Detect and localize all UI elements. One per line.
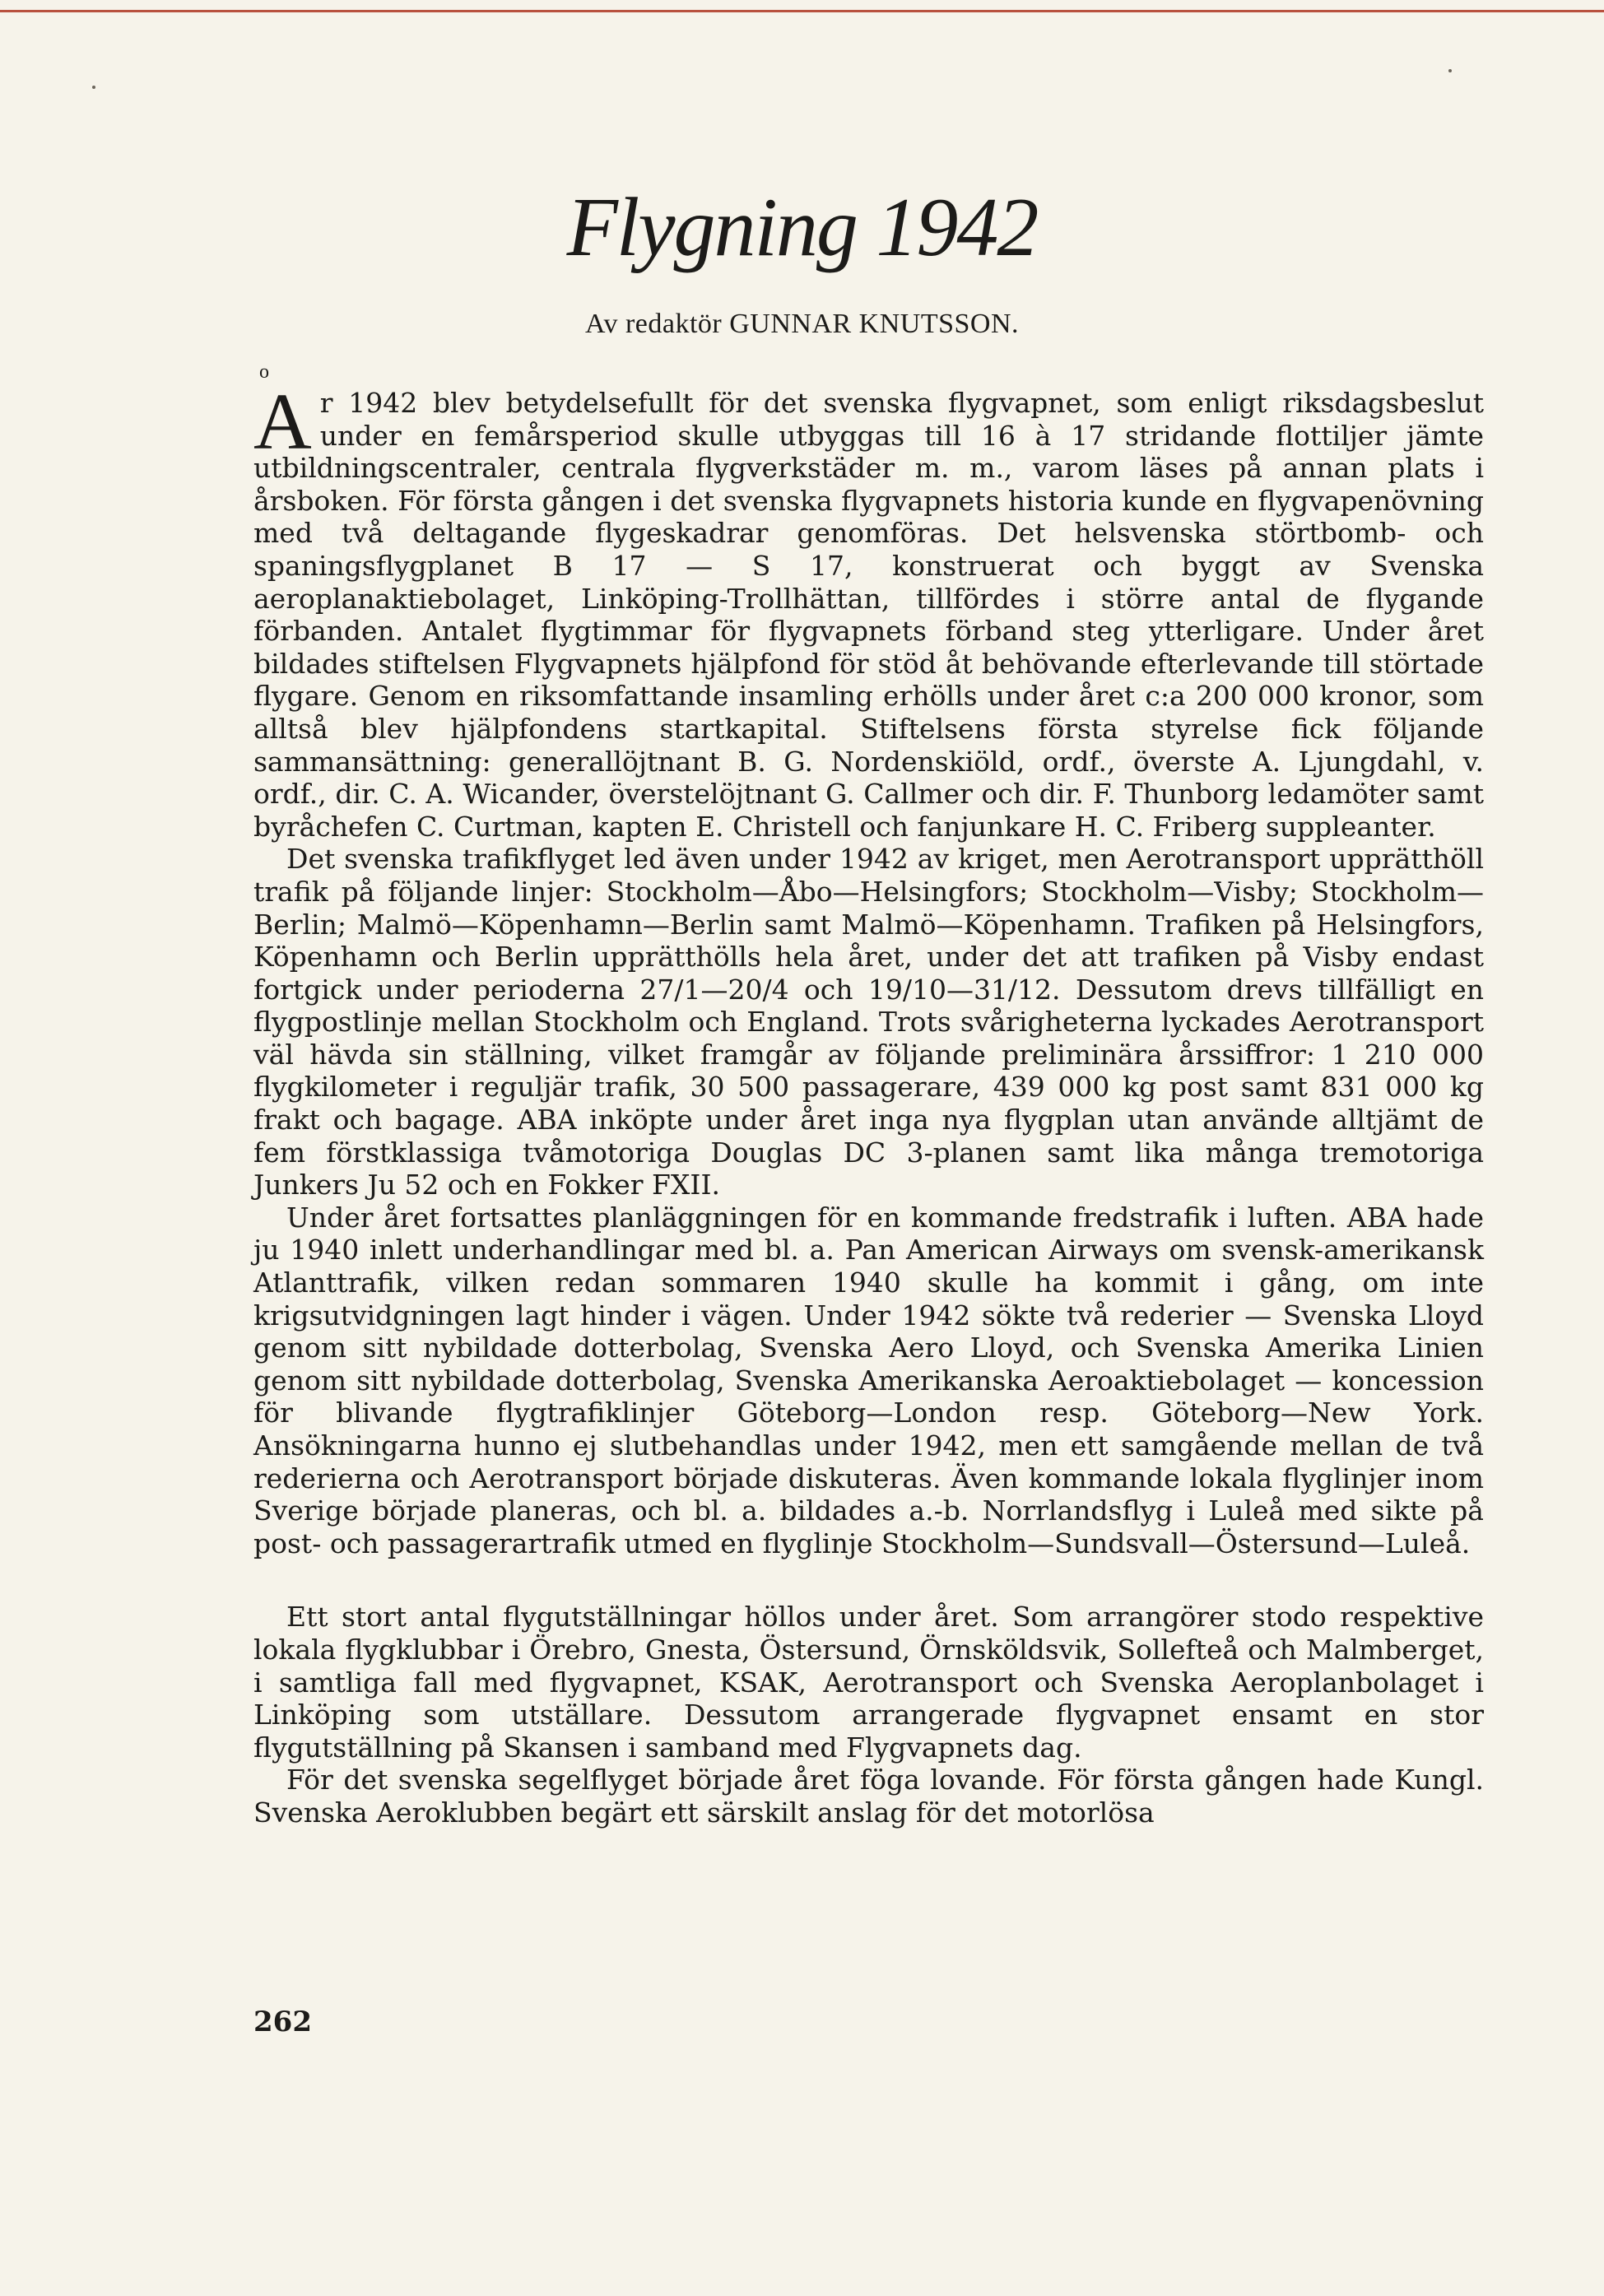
paragraph-gliding: För det svenska segelflyget började året föga lovande. För första gången hade Kungl. Svenska Aeroklubben begärt ett särskilt anslag för det motorlösa [253, 1764, 1484, 1829]
drop-cap [253, 361, 312, 467]
page-number: 262 [253, 2006, 312, 2038]
paper-speck [1448, 69, 1452, 72]
paragraph-exhibitions: Ett stort antal flygutställningar höllos under året. Som arrangörer stodo respektive lokala flygklubbar i Örebro, Gnesta, Östersund, Örnsköldsvik, Sollefteå och Malmberget, i samtliga fall med flygvapnet, KSAK, Aerotransport och Svenska Aeroplanbolaget i Linköping som utställare. Dessutom arrangerade flygvapnet ensamt en stor flygutställning på Skansen i samband med Flygvapnets dag. [253, 1601, 1484, 1764]
drop-cap-ring: o [259, 361, 269, 383]
drop-cap-letter: A [253, 378, 312, 467]
paragraph-intro [253, 361, 1484, 843]
article-byline: Av redaktör GUNNAR KNUTSSON. [584, 309, 1020, 339]
article-body [253, 361, 1484, 1829]
paragraph-planning: Under året fortsattes planläggningen för en kommande fredstrafik i luften. ABA hade ju 1940 inlett underhandlingar med bl. a. Pan American Airways om svensk-amerikansk Atlanttrafik, vilken redan sommaren 1940 skulle ha kommit i gång, om inte krigsutvidgningen lagt hinder i vägen. Under 1942 sökte två rederier — Svenska Lloyd genom sitt nybildade dotterbolag, Svenska Aero Lloyd, och Svenska Amerika Linien genom sitt nybildade dotterbolag, Svenska Amerikanska Aeroaktiebolaget — koncession för blivande flygtrafiklinjer Göteborg—London resp. Göteborg—New York. Ansökningarna hunno ej slutbehandlas under 1942, men ett samgående mellan de två rederierna och Aerotransport började diskuteras. Även kommande lokala flyglinjer inom Sverige började planeras, och bl. a. bildades a.-b. Norrlandsflyg i Luleå med sikte på post- och passagerartrafik utmed en flyglinje Stockholm—Sundsvall—Östersund—Luleå. [253, 1201, 1484, 1559]
paper-speck [92, 86, 95, 89]
paragraph-intro-text: r 1942 blev betydelsefullt för det svenska flygvapnet, som enligt riksdagsbeslut under en femårsperiod skulle utbyggas till 16 à 17 stridande flottiljer jämte utbildningscentraler, centrala flygverkstäder m. m., varom läses på annan plats i årsboken. För första gången i det svenska flygvapnets historia kunde en flygvapenövning med två deltagande flygeskadrar genomföras. Det helsvenska störtbomb- och spaningsflygplanet B 17 — S 17, konstruerat och byggt av Svenska aeroplanaktiebolaget, Linköping-Trollhättan, tillfördes i större antal de flygande förbanden. Antalet flygtimmar för flygvapnets förband steg ytterligare. Under året bildades stiftelsen Flygvapnets hjälpfond för stöd åt behövande efterlevande till störtade flygare. Genom en riksomfattande insamling erhölls under året c:a 200 000 kronor, som alltså blev hjälpfondens startkapital. Stiftelsens första styrelse fick följande sammansättning: generallöjtnant B. G. Nordenskiöld, ordf., överste A. Ljungdahl, v. ordf., dir. C. A. Wicander, överstelöjtnant G. Callmer och dir. F. Thunborg ledamöter samt byråchefen C. Curtman, kapten E. Christell och fanjunkare H. C. Friberg suppleanter. [253, 387, 1484, 843]
top-edge-rule [0, 10, 1604, 12]
paragraph-traffic: Det svenska trafikflyget led även under 1942 av kriget, men Aerotransport upprätthöll trafik på följande linjer: Stockholm—Åbo—Helsingfors; Stockholm—Visby; Stockholm—Berlin; Malmö—Köpenhamn—Berlin samt Malmö—Köpenhamn. Trafiken på Helsingfors, Köpenhamn och Berlin upprätthölls hela året, under det att trafiken på Visby endast fortgick under perioderna 27/1—20/4 och 19/10—31/12. Dessutom drevs tillfälligt en flygpostlinje mellan Stockholm och England. Trots svårigheterna lyckades Aerotransport väl hävda sin ställning, vilket framgår av följande preliminära årssiffror: 1 210 000 flygkilometer i reguljär trafik, 30 500 passagerare, 439 000 kg post samt 831 000 kg frakt och bagage. ABA inköpte under året inga nya flygplan utan använde alltjämt de fem förstklassiga tvåmotoriga Douglas DC 3-planen samt lika många tremotoriga Junkers Ju 52 och en Fokker FXII. [253, 843, 1484, 1201]
article-title: Flygning 1942 [566, 181, 1038, 274]
